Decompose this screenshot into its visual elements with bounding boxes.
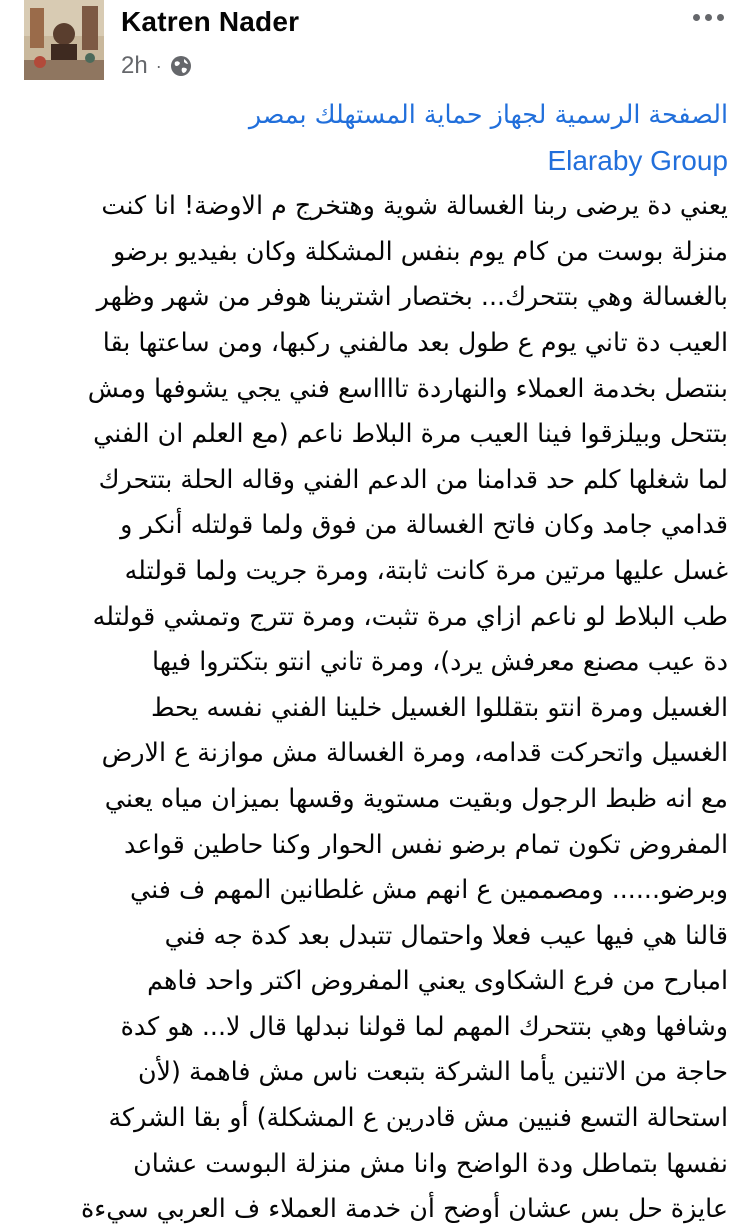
post-line: الغسيل ومرة انتو بتقللوا الغسيل خلينا الفني نفسه يحط [150, 691, 728, 722]
post-line: قالنا هي فيها عيب فعلا واحتمال تتبدل بعد كدة جه فني [164, 919, 728, 950]
author-name[interactable]: Katren Nader [121, 6, 300, 37]
post-meta [121, 52, 192, 80]
post-line: غسل عليها مرتين مرة كانت ثابتة، ومرة جريت ولما قولتله [124, 554, 728, 585]
profile-photo [24, 0, 104, 80]
more-dot [693, 14, 700, 21]
post-line: العيب دة تاني يوم ع طول بعد مالفني ركبها، ومن ساعتها بقا [102, 326, 728, 357]
avatar[interactable] [24, 0, 104, 80]
post-line: عايزة حل بس عشان أوضح أن خدمة العملاء ف العربي سيءة [80, 1193, 728, 1224]
post-line: امبارح من فرع الشكاوى يعني المفروض اكتر واحد فاهم [147, 965, 728, 996]
post-line: استحالة التسع فنيين مش قادرين ع المشكلة) أو بقا الشركة [108, 1102, 728, 1133]
post-line: يعني دة يرضى ربنا الغسالة شوية وهتخرج م الاوضة! انا كنت [101, 190, 728, 221]
meta-separator: · [155, 55, 162, 76]
post-line: نفسها بتماطل ودة الواضح وانا مش منزلة البوست عشان [133, 1147, 728, 1178]
tag-elaraby-group[interactable]: Elaraby Group [547, 144, 728, 176]
tag-consumer-protection[interactable]: الصفحة الرسمية لجهاز حماية المستهلك بمصر [248, 99, 728, 129]
post-line: دة عيب مصنع معرفش يرد)، ومرة تاني انتو بتكتروا فيها [151, 646, 728, 677]
post-line: وبرضو...... ومصممين ع انهم مش غلطانين المهم ف فني [129, 874, 728, 905]
post-line: بنتصل بخدمة العملاء والنهاردة تااااسع فني يجي يشوفها ومش [87, 372, 728, 403]
post-line: الغسيل واتحركت قدامه، ومرة الغسالة مش موازنة ع الارض [101, 737, 728, 768]
post-line: طب البلاط لو ناعم ازاي مرة تثبت، ومرة تترج وتمشي قولتله [92, 600, 728, 631]
post-header [0, 0, 750, 96]
post-line: المفروض تكون تمام برضو نفس الحوار وكنا حاطين قواعد [124, 828, 728, 859]
tag-line-elaraby [18, 138, 728, 184]
post-line: مع انه ظبط الرجول وبقيت مستوية وقسها بميزان مياه يعني [104, 782, 728, 813]
more-dot [705, 14, 712, 21]
post-line: بتتحل وبيلزقوا فينا العيب مرة البلاط ناعم (مع العلم ان الفني [93, 418, 728, 449]
post-line: منزلة بوست من كام يوم بنفس المشكلة وكان بفيديو برضو [113, 235, 728, 266]
post-line: وشافها وهي بتتحرك المهم لما قولنا نبدلها قال لا... هو كدة [120, 1010, 728, 1041]
post-timestamp[interactable]: 2h [121, 52, 148, 79]
globe-icon[interactable] [170, 55, 192, 77]
more-dot [717, 14, 724, 21]
post-line: لما شغلها كلم حد قدامنا من الدعم الفني وقاله الحلة بتتحرك [98, 463, 728, 494]
post-line: بالغسالة وهي بتتحرك... بختصار اشترينا هوفر من شهر وظهر [96, 281, 728, 312]
post-line: حاجة من الاتنين يأما الشركة بتبعت ناس مش فاهمة (لأن [137, 1056, 728, 1087]
post-text [18, 92, 728, 1232]
post-line: قدامي جامد وكان فاتح الغسالة من فوق ولما قولتله أنكر و [120, 509, 728, 540]
more-options-icon[interactable] [686, 2, 730, 32]
